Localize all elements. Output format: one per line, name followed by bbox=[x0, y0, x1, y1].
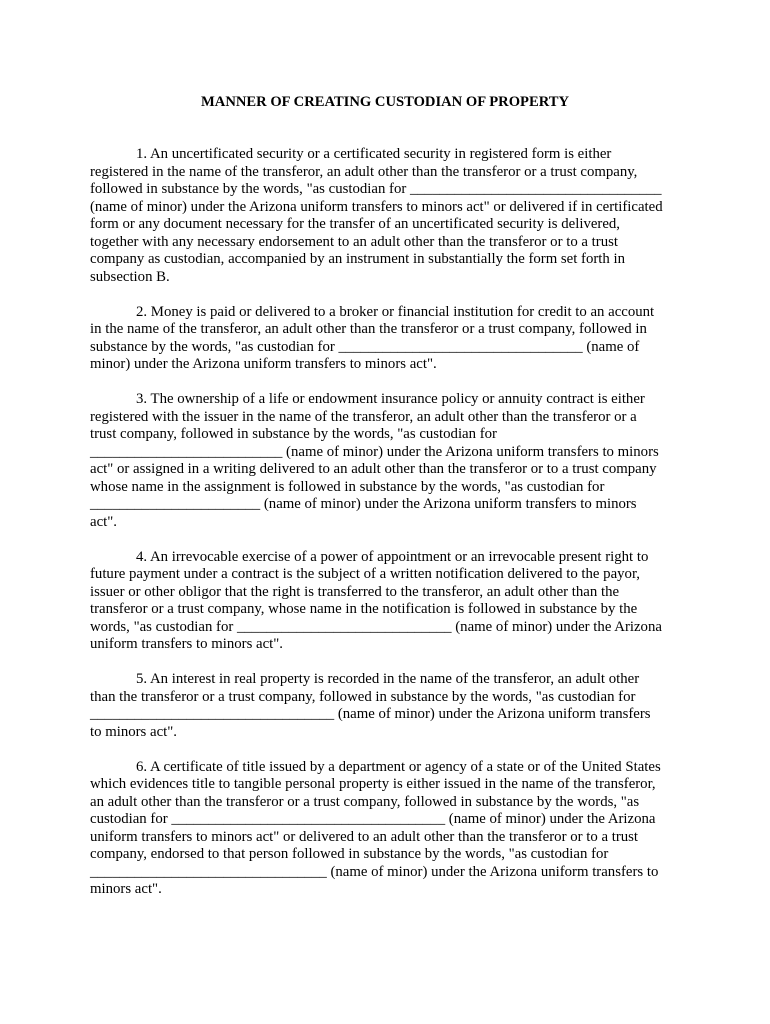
paragraph-line: ________________________________ (name of minor) under the Arizona uniform transfers to bbox=[90, 863, 659, 880]
paragraph-line: words, "as custodian for _____________________________ (name of minor) under the Arizona bbox=[90, 618, 662, 635]
paragraph-line: custodian for _____________________________________ (name of minor) under the Arizona bbox=[90, 811, 656, 827]
paragraph-line: an adult other than the transferor or a trust company, followed in substance by the words, "as bbox=[90, 793, 640, 810]
paragraph-line: registered with the issuer in the name of the transferor, an adult other than the transferor or a bbox=[90, 408, 637, 425]
paragraph-line: _________________________________ (name of minor) under the Arizona uniform transfers bbox=[90, 706, 651, 722]
paragraph-line: act" or assigned in a writing delivered to an adult other than the transferor or to a trust company bbox=[90, 461, 657, 477]
paragraph-line: 5. An interest in real property is recorded in the name of the transferor, an adult other bbox=[136, 671, 640, 687]
paragraph-line: future payment under a contract is the subject of a written notification delivered to the payor, bbox=[90, 566, 640, 582]
paragraph-line: act". bbox=[90, 513, 117, 530]
paragraph-line: subsection B. bbox=[90, 268, 170, 285]
paragraph-5 bbox=[90, 671, 690, 741]
paragraph-line: __________________________ (name of minor) under the Arizona uniform transfers to minors bbox=[90, 443, 659, 460]
paragraph-line: registered in the name of the transferor, an adult other than the transferor or a trust company, bbox=[90, 163, 638, 180]
paragraph-2 bbox=[90, 304, 690, 374]
paragraph-line: uniform transfers to minors act" or delivered to an adult other than the transferor or to a trust bbox=[90, 828, 639, 845]
document-title: MANNER OF CREATING CUSTODIAN OF PROPERTY bbox=[201, 94, 569, 110]
paragraph-line: 3. The ownership of a life or endowment insurance policy or annuity contract is either bbox=[136, 391, 645, 407]
document-body bbox=[90, 146, 690, 916]
paragraph-line: whose name in the assignment is followed in substance by the words, "as custodian for bbox=[90, 478, 605, 495]
paragraph-line: followed in substance by the words, "as custodian for __________________________________ bbox=[90, 181, 662, 197]
paragraph-line: transferor or a trust company, whose name in the notification is followed in substance by the bbox=[90, 601, 638, 617]
paragraph-line: than the transferor or a trust company, followed in substance by the words, "as custodian for bbox=[90, 688, 636, 705]
paragraph-line: minors act". bbox=[90, 881, 162, 897]
paragraph-line: together with any necessary endorsement to an adult other than the transferor or to a trust bbox=[90, 233, 618, 250]
paragraph-line: trust company, followed in substance by the words, "as custodian for bbox=[90, 426, 497, 442]
paragraph-line: _______________________ (name of minor) under the Arizona uniform transfers to minors bbox=[90, 496, 637, 512]
paragraph-3 bbox=[90, 391, 690, 531]
paragraph-line: substance by the words, "as custodian for _________________________________ (name of bbox=[90, 338, 640, 355]
paragraph-line: company as custodian, accompanied by an instrument in substantially the form set forth in bbox=[90, 251, 626, 267]
paragraph-line: company, endorsed to that person followed in substance by the words, "as custodian for bbox=[90, 846, 609, 862]
paragraph-line: 6. A certificate of title issued by a department or agency of a state or of the United States bbox=[136, 758, 661, 775]
paragraph-line: in the name of the transferor, an adult other than the transferor or a trust company, followed in bbox=[90, 321, 647, 337]
paragraph-line: which evidences title to tangible personal property is either issued in the name of the transferor, bbox=[90, 776, 656, 792]
paragraph-line: uniform transfers to minors act". bbox=[90, 636, 284, 652]
paragraph-6 bbox=[90, 759, 690, 899]
paragraph-line: form or any document necessary for the transfer of an uncertificated security is delivered, bbox=[90, 216, 621, 232]
paragraph-line: 2. Money is paid or delivered to a broker or financial institution for credit to an account bbox=[136, 303, 655, 320]
paragraph-1 bbox=[90, 146, 690, 286]
paragraph-line: (name of minor) under the Arizona uniform transfers to minors act" or delivered if in certificated bbox=[90, 198, 663, 215]
paragraph-line: minor) under the Arizona uniform transfers to minors act". bbox=[90, 356, 437, 372]
paragraph-line: issuer or other obligor that the right is transferred to the transferor, an adult other than the bbox=[90, 583, 620, 600]
paragraph-4 bbox=[90, 549, 690, 654]
paragraph-line: 4. An irrevocable exercise of a power of appointment or an irrevocable present right to bbox=[136, 548, 649, 565]
paragraph-line: to minors act". bbox=[90, 723, 177, 740]
paragraph-line: 1. An uncertificated security or a certificated security in registered form is either bbox=[136, 146, 612, 162]
